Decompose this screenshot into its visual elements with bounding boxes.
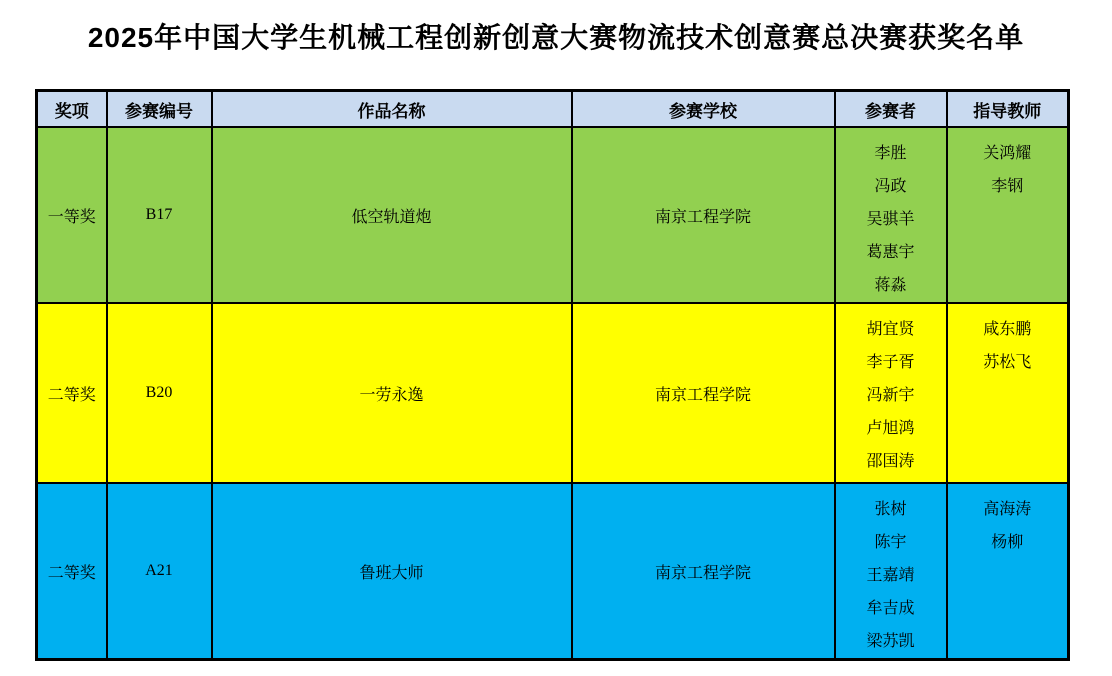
advisor-name: 高海涛 [983, 501, 1032, 518]
participant-name: 冯新宇 [866, 387, 915, 404]
table-row-first-prize [37, 127, 1069, 303]
participant-name: 蒋淼 [874, 277, 907, 294]
col-header-entry-no: 参赛编号 [107, 91, 212, 128]
col-header-school: 参赛学校 [572, 91, 835, 128]
work-name-cell: 鲁班大师 [212, 483, 572, 660]
advisors-cell [947, 127, 1069, 303]
advisors-cell [947, 303, 1069, 483]
advisors-cell [947, 483, 1069, 660]
award-cell: 一等奖 [37, 127, 107, 303]
participant-name: 梁苏凯 [866, 633, 915, 650]
participant-name: 卢旭鸿 [866, 420, 915, 437]
awards-table [35, 89, 1070, 661]
award-cell: 二等奖 [37, 483, 107, 660]
entry-no-cell: B20 [107, 303, 212, 483]
entry-no-cell: B17 [107, 127, 212, 303]
advisor-name: 苏松飞 [983, 354, 1032, 371]
col-header-work-name: 作品名称 [212, 91, 572, 128]
participant-name: 陈宇 [874, 534, 907, 551]
advisor-name: 杨柳 [991, 534, 1024, 551]
school-cell: 南京工程学院 [572, 483, 835, 660]
participants-cell [835, 483, 947, 660]
page [0, 16, 1112, 661]
participant-name: 冯政 [874, 178, 907, 195]
participant-name: 王嘉靖 [866, 567, 915, 584]
col-header-advisors: 指导教师 [947, 91, 1069, 128]
work-name-cell: 一劳永逸 [212, 303, 572, 483]
participant-name: 张树 [874, 501, 907, 518]
header-row [37, 91, 1069, 128]
participants-cell [835, 127, 947, 303]
page-title: 2025年中国大学生机械工程创新创意大赛物流技术创意赛总决赛获奖名单 [87, 22, 1025, 53]
award-cell: 二等奖 [37, 303, 107, 483]
participant-name: 牟吉成 [866, 600, 915, 617]
work-name-cell: 低空轨道炮 [212, 127, 572, 303]
entry-no-cell: A21 [107, 483, 212, 660]
advisor-name: 李钢 [991, 178, 1024, 195]
col-header-participants: 参赛者 [835, 91, 947, 128]
advisor-name: 咸东鹏 [983, 321, 1032, 338]
school-cell: 南京工程学院 [572, 303, 835, 483]
participant-name: 葛惠宇 [866, 244, 915, 261]
participant-name: 胡宜贤 [866, 321, 915, 338]
participant-name: 李子胥 [866, 354, 915, 371]
participants-cell [835, 303, 947, 483]
col-header-award: 奖项 [37, 91, 107, 128]
table-row-second-prize-b20 [37, 303, 1069, 483]
participant-name: 邵国涛 [866, 453, 915, 470]
participant-name: 李胜 [874, 145, 907, 162]
advisor-name: 关鸿耀 [983, 145, 1032, 162]
table-row-second-prize-a21 [37, 483, 1069, 660]
participant-name: 吴骐羊 [866, 211, 915, 228]
school-cell: 南京工程学院 [572, 127, 835, 303]
